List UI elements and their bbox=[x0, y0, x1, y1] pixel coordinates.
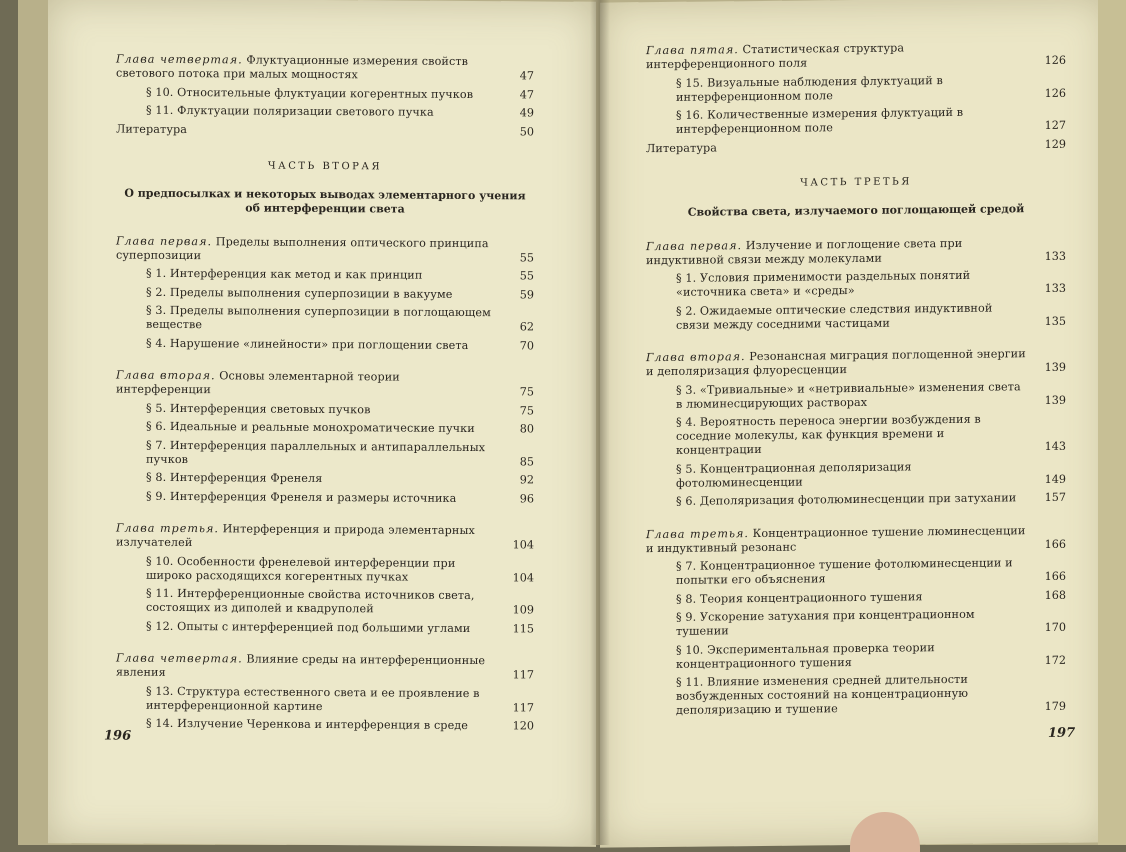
page-number: 170 bbox=[1044, 620, 1066, 635]
toc-entry bbox=[116, 122, 534, 139]
open-book bbox=[18, 0, 1126, 845]
page-number: 49 bbox=[519, 106, 534, 120]
entry-title: § 11. Влияние изменения средней длительности возбужденных состояний на концентрационную деполяризацию и тушение bbox=[676, 672, 969, 717]
entry-text bbox=[116, 717, 496, 734]
toc-section-entry bbox=[646, 268, 1066, 300]
entry-text bbox=[116, 104, 496, 121]
entry-title: § 4. Вероятность переноса энергии возбуждения в соседние молекулы, как функция времени и концентрации bbox=[676, 412, 981, 457]
entry-text bbox=[116, 336, 496, 353]
book-gutter bbox=[590, 0, 610, 845]
toc-section-entry bbox=[116, 438, 534, 469]
page-number: 166 bbox=[1044, 569, 1066, 584]
entry-text bbox=[116, 471, 496, 488]
toc-section-entry bbox=[116, 554, 534, 585]
chapter-label: Глава четвертая. bbox=[116, 52, 243, 67]
entry-title: § 5. Концентрационная деполяризация фотолюминесценции bbox=[676, 459, 912, 490]
page-number: 55 bbox=[519, 250, 534, 264]
entry-title: § 15. Визуальные наблюдения флуктуаций в интерференционном поле bbox=[676, 73, 943, 104]
entry-text bbox=[116, 267, 496, 284]
toc-chapter-entry bbox=[646, 347, 1066, 379]
entry-text bbox=[116, 587, 496, 618]
entry-title: § 6. Деполяризация фотолюминесценции при затухании bbox=[676, 491, 1017, 508]
toc-section-entry bbox=[646, 458, 1066, 490]
entry-title: § 2. Ожидаемые оптические следствия индуктивной связи между соседними частицами bbox=[676, 301, 993, 332]
part-title: О предпосылках и некоторых выводах элементарного учения об интерференции света bbox=[124, 186, 526, 216]
toc-section-entry bbox=[116, 104, 534, 121]
entry-title: § 13. Структура естественного света и ее проявление в интерференционной картине bbox=[146, 684, 480, 713]
toc-section-entry bbox=[646, 300, 1066, 332]
entry-text bbox=[116, 554, 496, 585]
entry-text bbox=[646, 73, 1028, 105]
entry-text bbox=[116, 369, 496, 400]
toc-chapter-entry bbox=[646, 523, 1066, 555]
right-toc bbox=[646, 40, 1066, 737]
entry-title: § 11. Интерференционные свойства источников света, состоящих из диполей и квадруполей bbox=[146, 586, 475, 616]
toc-section-entry bbox=[116, 285, 534, 302]
page-number: 50 bbox=[519, 124, 534, 138]
entry-text bbox=[646, 459, 1028, 491]
left-page bbox=[48, 0, 596, 847]
page-number: 168 bbox=[1044, 588, 1066, 602]
chapter-label: Глава третья. bbox=[646, 526, 749, 541]
toc-section-entry bbox=[116, 336, 534, 353]
entry-title: § 3. «Тривиальные» и «нетривиальные» изменения света в люминесцирующих растворах bbox=[676, 379, 1021, 411]
chapter-label: Глава пятая. bbox=[646, 43, 739, 58]
entry-text bbox=[116, 53, 496, 84]
toc-section-entry bbox=[646, 607, 1066, 639]
toc-section-entry bbox=[646, 672, 1066, 718]
entry-text bbox=[646, 607, 1028, 639]
entry-title: § 7. Концентрационное тушение фотолюминесценции и попытки его объяснения bbox=[676, 556, 1013, 587]
entry-title: § 8. Теория концентрационного тушения bbox=[676, 589, 923, 606]
entry-title: § 6. Идеальные и реальные монохроматические пучки bbox=[146, 419, 475, 436]
entry-text bbox=[116, 420, 496, 437]
page-number: 96 bbox=[519, 491, 534, 505]
page-number: 120 bbox=[512, 719, 534, 733]
page-number: 179 bbox=[1044, 699, 1066, 714]
page-number: 85 bbox=[519, 454, 534, 468]
toc-section-entry bbox=[116, 471, 534, 488]
page-number: 133 bbox=[1044, 249, 1066, 263]
chapter-label: Глава третья. bbox=[116, 521, 219, 536]
entry-text bbox=[116, 619, 496, 636]
entry-title: Излучение и поглощение света при индуктивной связи между молекулами bbox=[646, 236, 963, 267]
page-number: 55 bbox=[519, 269, 534, 283]
chapter-label: Глава первая. bbox=[646, 238, 743, 253]
toc-section-entry bbox=[646, 556, 1066, 588]
toc-chapter-entry bbox=[116, 234, 534, 265]
entry-text bbox=[116, 285, 496, 302]
page-number: 70 bbox=[519, 338, 534, 352]
page-number: 75 bbox=[519, 403, 534, 417]
page-number: 104 bbox=[512, 570, 534, 584]
page-number: 117 bbox=[512, 700, 534, 714]
entry-text bbox=[116, 85, 496, 102]
toc-section-entry bbox=[116, 619, 534, 636]
page-number: 126 bbox=[1044, 53, 1066, 68]
entry-title: § 8. Интерференция Френеля bbox=[146, 470, 323, 486]
entry-title: Влияние среды на интерференционные явления bbox=[116, 652, 486, 679]
chapter-label: Глава вторая. bbox=[116, 368, 216, 383]
entry-title: § 5. Интерференция световых пучков bbox=[146, 401, 371, 416]
entry-text bbox=[646, 268, 1028, 300]
entry-text bbox=[116, 234, 496, 265]
entry-title: Интерференция и природа элементарных излучателей bbox=[116, 522, 475, 550]
entry-text bbox=[646, 347, 1028, 379]
part-heading: ЧАСТЬ ТРЕТЬЯ bbox=[800, 175, 912, 189]
entry-text bbox=[116, 652, 496, 683]
entry-title: § 7. Интерференция параллельных и антипараллельных пучков bbox=[146, 438, 486, 466]
toc-section-entry bbox=[116, 587, 534, 618]
entry-title: Пределы выполнения оптического принципа суперпозиции bbox=[116, 234, 489, 262]
toc-section-entry bbox=[116, 420, 534, 437]
page-number: 129 bbox=[1044, 137, 1066, 151]
page-number: 109 bbox=[512, 603, 534, 617]
entry-title: Литература bbox=[646, 140, 718, 155]
toc-section-entry bbox=[116, 401, 534, 418]
entry-title: Статистическая структура интерференционного поля bbox=[646, 41, 905, 72]
page-number: 133 bbox=[1044, 281, 1066, 296]
page-number: 47 bbox=[519, 87, 534, 101]
toc-chapter-entry bbox=[116, 53, 534, 84]
toc-section-entry bbox=[646, 72, 1066, 104]
entry-title: § 12. Опыты с интерференцией под большими углами bbox=[146, 619, 471, 635]
entry-title: Литература bbox=[116, 122, 188, 136]
entry-title: § 16. Количественные измерения флуктуаций в интерференционном поле bbox=[676, 105, 964, 136]
entry-title: § 14. Излучение Черенкова и интерференция в среде bbox=[146, 716, 469, 733]
page-number: 62 bbox=[519, 320, 534, 334]
entry-title: § 2. Пределы выполнения суперпозиции в вакууме bbox=[146, 285, 453, 301]
toc-chapter-entry bbox=[116, 522, 534, 553]
page-number: 126 bbox=[1044, 86, 1066, 100]
toc-section-entry bbox=[116, 304, 534, 335]
toc-section-entry bbox=[646, 491, 1066, 509]
entry-title: § 9. Интерференция Френеля и размеры источника bbox=[146, 489, 457, 505]
page-number: 166 bbox=[1044, 537, 1066, 551]
toc-section-entry bbox=[646, 105, 1066, 137]
entry-title: § 4. Нарушение «линейности» при поглощении света bbox=[146, 336, 469, 352]
left-folio: 196 bbox=[104, 728, 132, 744]
entry-title: § 9. Ускорение затухания при концентрационном тушении bbox=[676, 607, 975, 638]
entry-text bbox=[646, 640, 1028, 672]
entry-title: Концентрационное тушение люминесценции и индуктивный резонанс bbox=[646, 523, 1026, 555]
right-folio: 197 bbox=[1048, 725, 1076, 741]
entry-text bbox=[646, 556, 1028, 588]
toc-chapter-entry bbox=[646, 235, 1066, 267]
toc-section-entry bbox=[116, 489, 534, 506]
page-edges bbox=[1098, 0, 1126, 845]
entry-title: Флуктуационные измерения свойств светового потока при малых мощностях bbox=[116, 53, 469, 82]
entry-text bbox=[116, 684, 496, 715]
page-number: 59 bbox=[519, 287, 534, 301]
toc-chapter-entry bbox=[116, 369, 534, 400]
toc-section-entry bbox=[646, 379, 1066, 411]
entry-text bbox=[646, 672, 1028, 718]
entry-title: § 10. Относительные флуктуации когерентных пучков bbox=[146, 85, 474, 101]
entry-title: Основы элементарной теории интерференции bbox=[116, 369, 400, 397]
entry-title: § 3. Пределы выполнения суперпозиции в поглощающем веществе bbox=[146, 303, 491, 332]
toc-chapter-entry bbox=[116, 652, 534, 683]
entry-text bbox=[116, 438, 496, 469]
entry-text bbox=[646, 40, 1028, 72]
toc-section-entry bbox=[116, 267, 534, 284]
page-number: 115 bbox=[512, 621, 534, 635]
entry-title: § 10. Особенности френелевой интерференции при широко расходящихся когерентных пучках bbox=[146, 554, 456, 584]
toc-section-entry bbox=[646, 588, 1066, 606]
entry-text bbox=[646, 589, 1028, 607]
toc-section-entry bbox=[646, 412, 1066, 458]
entry-text bbox=[646, 236, 1028, 268]
toc-chapter-entry bbox=[646, 40, 1066, 72]
right-page bbox=[600, 0, 1108, 848]
entry-title: § 1. Условия применимости раздельных понятий «источника света» и «среды» bbox=[676, 268, 971, 299]
page-number: 92 bbox=[519, 473, 534, 487]
entry-title: § 11. Флуктуации поляризации светового пучка bbox=[146, 103, 434, 119]
page-number: 80 bbox=[519, 422, 534, 436]
page-number: 104 bbox=[512, 538, 534, 552]
chapter-gap bbox=[116, 735, 534, 752]
page-number: 157 bbox=[1044, 490, 1066, 505]
entry-text bbox=[646, 412, 1028, 458]
part-heading: ЧАСТЬ ВТОРАЯ bbox=[267, 160, 383, 172]
page-number: 149 bbox=[1044, 472, 1066, 486]
entry-text bbox=[116, 489, 496, 506]
entry-title: § 1. Интерференция как метод и как принцип bbox=[146, 266, 423, 282]
entry-text bbox=[646, 301, 1028, 333]
page-number: 135 bbox=[1044, 314, 1066, 328]
toc-section-entry bbox=[116, 85, 534, 102]
toc-section-entry bbox=[116, 717, 534, 734]
entry-text bbox=[116, 304, 496, 335]
entry-text bbox=[116, 122, 496, 139]
chapter-label: Глава первая. bbox=[116, 234, 213, 248]
page-number: 143 bbox=[1044, 439, 1066, 454]
page-number: 47 bbox=[519, 69, 534, 83]
left-toc bbox=[116, 53, 534, 752]
chapter-label: Глава четвертая. bbox=[116, 651, 243, 666]
toc-entry bbox=[646, 137, 1066, 155]
entry-text bbox=[116, 522, 496, 553]
page-number: 117 bbox=[512, 668, 534, 682]
entry-text bbox=[646, 138, 1028, 156]
chapter-gap bbox=[646, 718, 1066, 736]
page-number: 139 bbox=[1044, 360, 1066, 375]
toc-section-entry bbox=[646, 639, 1066, 671]
entry-text bbox=[646, 491, 1028, 509]
entry-title: § 10. Экспериментальная проверка теории концентрационного тушения bbox=[676, 640, 935, 671]
entry-text bbox=[646, 524, 1028, 556]
entry-title: Резонансная миграция поглощенной энергии и деполяризация флуоресценции bbox=[646, 347, 1026, 379]
chapter-label: Глава вторая. bbox=[646, 350, 746, 365]
page-number: 139 bbox=[1044, 393, 1066, 407]
entry-text bbox=[646, 380, 1028, 412]
page-number: 75 bbox=[519, 385, 534, 399]
entry-text bbox=[646, 105, 1028, 137]
page-number: 172 bbox=[1044, 653, 1066, 667]
part-title: Свойства света, излучаемого поглощающей средой bbox=[687, 201, 1025, 219]
page-number: 127 bbox=[1044, 118, 1066, 133]
toc-section-entry bbox=[116, 684, 534, 715]
entry-text bbox=[116, 401, 496, 418]
